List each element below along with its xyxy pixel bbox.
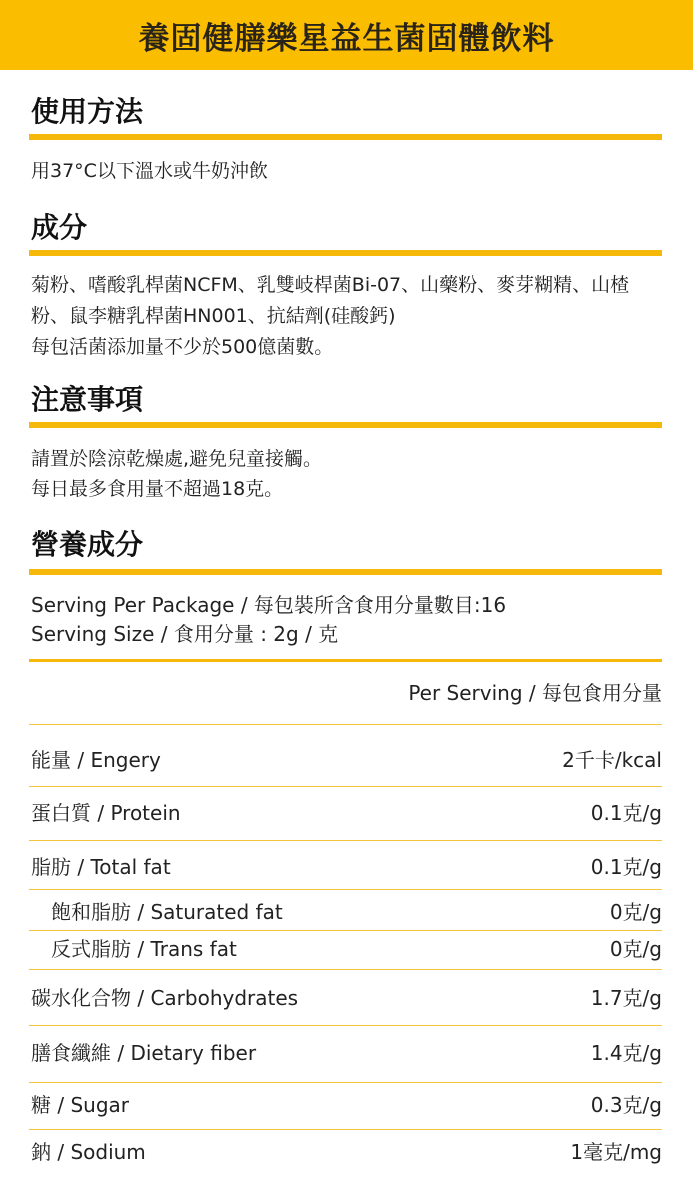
divider (29, 659, 662, 662)
divider (29, 930, 662, 931)
notes-line: 請置於陰涼乾燥處,避免兒童接觸。 (31, 448, 323, 470)
divider (29, 840, 662, 841)
ingredients-line: 菊粉、嗜酸乳桿菌NCFM、乳雙岐桿菌Bi-07、山藥粉、麥芽糊精、山楂 (31, 274, 630, 296)
nutrition-row (31, 746, 662, 774)
divider (29, 1025, 662, 1026)
row-label: 鈉 / Sodium (31, 1140, 146, 1164)
divider (29, 1082, 662, 1083)
row-label: 蛋白質 / Protein (31, 801, 181, 825)
nutrition-row (31, 984, 662, 1012)
nutrition-row (31, 1039, 662, 1067)
row-label: 反式脂肪 / Trans fat (51, 937, 237, 961)
row-label: 飽和脂肪 / Saturated fat (51, 900, 283, 924)
divider (29, 250, 662, 256)
notes-heading: 注意事項 (31, 383, 144, 416)
row-value: 0克/g (609, 937, 662, 961)
serving-size: Serving Size / 食用分量 : 2g / 克 (31, 622, 339, 646)
divider (29, 422, 662, 428)
divider (29, 969, 662, 970)
serving-per-package: Serving Per Package / 每包裝所含食用分量數目:16 (31, 593, 507, 617)
row-label: 脂肪 / Total fat (31, 855, 171, 879)
usage-heading: 使用方法 (31, 95, 144, 128)
nutrition-row (31, 1091, 662, 1119)
nutrition-heading: 營養成分 (31, 528, 144, 561)
column-header (31, 679, 662, 707)
divider (29, 724, 662, 725)
divider (29, 889, 662, 890)
ingredients-heading: 成分 (31, 211, 88, 244)
nutrition-row (51, 935, 662, 963)
row-value: 1.7克/g (590, 986, 662, 1010)
nutrition-row (31, 799, 662, 827)
divider (29, 786, 662, 787)
row-value: 0克/g (609, 900, 662, 924)
ingredients-line: 粉、鼠李糖乳桿菌HN001、抗結劑(硅酸鈣) (31, 305, 396, 327)
row-label: 碳水化合物 / Carbohydrates (31, 986, 299, 1010)
notes-line: 每日最多食用量不超過18克。 (31, 478, 284, 500)
row-value: 0.1克/g (590, 801, 662, 825)
title-banner (0, 0, 693, 70)
row-value: 2千卡/kcal (562, 748, 662, 772)
row-label: 能量 / Engery (31, 748, 161, 772)
divider (29, 569, 662, 575)
row-value: 0.3克/g (590, 1093, 662, 1117)
per-serving-header: Per Serving / 每包食用分量 (408, 681, 662, 705)
row-value: 1.4克/g (590, 1041, 662, 1065)
nutrition-row (31, 1138, 662, 1166)
ingredients-line: 每包活菌添加量不少於500億菌數。 (31, 336, 334, 358)
row-label: 糖 / Sugar (31, 1093, 129, 1117)
usage-text: 用37°C以下溫水或牛奶沖飲 (31, 160, 268, 182)
product-title: 養固健膳樂星益生菌固體飲料 (138, 20, 555, 57)
row-label: 膳食纖維 / Dietary fiber (31, 1041, 257, 1065)
row-value: 0.1克/g (590, 855, 662, 879)
row-value: 1毫克/mg (570, 1140, 662, 1164)
nutrition-row (51, 898, 662, 926)
nutrition-row (31, 853, 662, 881)
divider (29, 134, 662, 140)
divider (29, 1129, 662, 1130)
